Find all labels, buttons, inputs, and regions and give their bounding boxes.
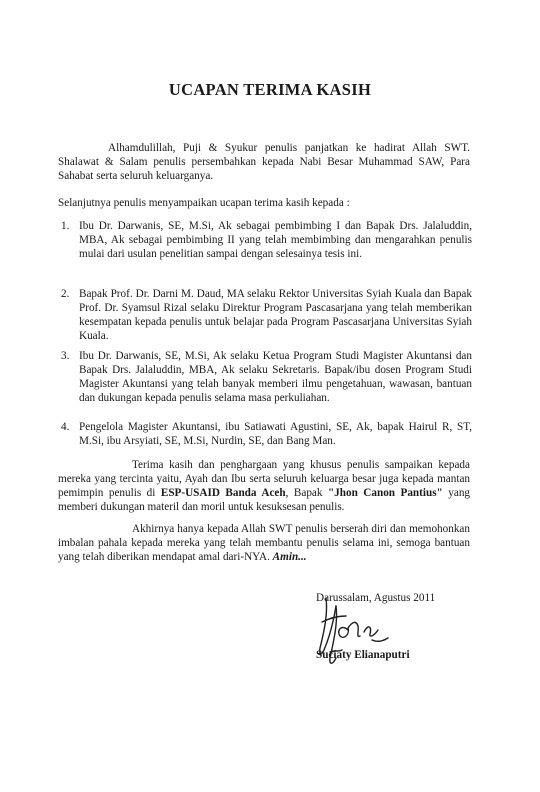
closing-text: Akhirnya hanya kepada Allah SWT penulis berserah diri dan memohonkan imbalan pahala kepada mereka yang telah membantu penulis selama ini, semoga bantuan yang telah diberikan mendapat amal dari-NYA. [58,523,470,563]
thanks-text-3: yang memberi dukungan materil dan moril untuk kesuksesan penulis. [58,487,471,513]
list-item-number: 1. [61,220,70,232]
person-name: "Jhon Canon Pantius" [327,487,443,499]
intro-paragraph: Selanjutnya penulis menyampaikan ucapan terima kasih kepada : [58,197,350,209]
place-date: Darussalam, Agustus 2011 [316,592,436,604]
list-item-text: Ibu Dr. Darwanis, SE, M.Si, Ak selaku Ketua Program Studi Magister Akuntansi dan Bapak Drs. Jalaluddin, MBA, Ak selaku Sekretaris. Bapak/ibu dosen Program Studi Magister Akuntansi yang telah banyak memberi ilmu pengetahuan, wawasan, bantuan dan dukungan kepada penulis selama masa perkuliahan. [79,350,472,404]
signer-name: Suciaty Elianaputri [316,649,410,661]
list-item-text: Bapak Prof. Dr. Darni M. Daud, MA selaku Rektor Universitas Syiah Kuala dan Bapak Prof. Dr. Syamsul Rizal selaku Direktur Program Pascasarjana yang telah memberikan kesempatan kepada penulis untuk belajar pada Program Pascasarjana Universitas Syiah Kuala. [79,288,472,342]
organization-name: ESP-USAID Banda Aceh [160,487,286,499]
thanks-paragraph [58,458,470,514]
list-item-number: 3. [61,350,70,362]
list-item-text: Pengelola Magister Akuntansi, ibu Satiawati Agustini, SE, Ak, bapak Hairul R, ST, M.Si, ibu Arsyiati, SE, M.Si, Nurdin, SE, dan Bang Man. [79,421,472,447]
closing-paragraph [58,522,470,564]
page-title: UCAPAN TERIMA KASIH [168,80,372,99]
list-item-number: 4. [61,421,70,433]
opening-paragraph: Alhamdulillah, Puji & Syukur penulis panjatkan ke hadirat Allah SWT. Shalawat & Salam penulis persembahkan kepada Nabi Besar Muhammad SAW, Para Sahabat serta seluruh keluarganya. [58,142,470,182]
list-item-text: Ibu Dr. Darwanis, SE, M.Si, Ak sebagai pembimbing I dan Bapak Drs. Jalaluddin, MBA, Ak sebagai pembimbing II yang telah membimbing dan mengarahkan penulis mulai dari usulan penelitian sampai dengan selesainya tesis ini. [79,220,472,260]
list-item-number: 2. [61,288,70,300]
amin-text: Amin... [272,551,307,563]
thanks-text-1: Terima kasih dan penghargaan yang khusus penulis sampaikan kepada mereka yang tercinta yaitu, Ayah dan Ibu serta seluruh keluarga besar juga kepada mantan pemimpin penulis di [58,459,470,499]
thanks-text-2: , Bapak [285,487,328,499]
